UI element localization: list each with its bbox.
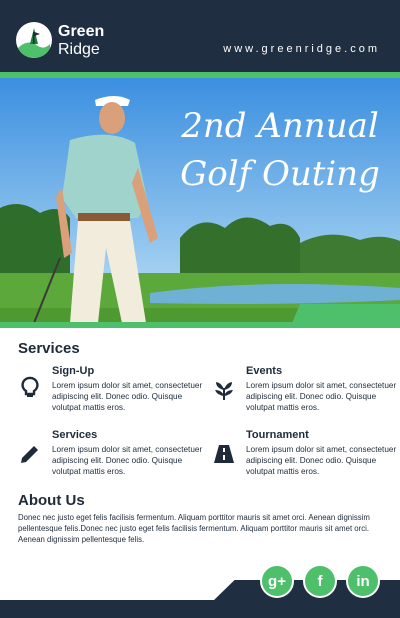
- linkedin-icon: in: [356, 572, 370, 590]
- brand-name-line2: Ridge: [58, 41, 100, 58]
- about-text: Donec nec justo eget felis facilisis fermentum. Aliquam porttitor mauris sit amet orci. Aenean dignissim pellentesque felis.Donec nec justo eget felis facilisis fermentum. Aliquam porttitor mauris sit amet orci. Aenean dignissim pellentesque felis.: [18, 513, 370, 544]
- service-item-services: [52, 429, 212, 477]
- linkedin-button[interactable]: [346, 564, 380, 598]
- leaf-icon: [212, 378, 236, 402]
- lightbulb-icon: [18, 376, 42, 400]
- service-desc: Lorem ipsum dolor sit amet, consectetuer adipiscing elit. Donec odio. Quisque volutpat mattis eros.: [246, 381, 397, 412]
- service-desc: Lorem ipsum dolor sit amet, consectetuer adipiscing elit. Donec odio. Quisque volutpat mattis eros.: [246, 445, 397, 476]
- brand-name: [58, 23, 104, 59]
- hero-title: [180, 102, 380, 198]
- about-heading: About Us: [18, 492, 85, 509]
- pencil-icon: [18, 442, 42, 466]
- hero-title-line1: 2nd Annual: [181, 106, 379, 146]
- brand-name-line1: Green: [58, 23, 105, 40]
- road-icon: [212, 442, 236, 466]
- google-plus-icon: g+: [268, 572, 286, 590]
- service-desc: Lorem ipsum dolor sit amet, consectetuer adipiscing elit. Donec odio. Quisque volutpat mattis eros.: [52, 381, 203, 412]
- facebook-button[interactable]: [303, 564, 337, 598]
- hero-title-line2: Golf Outing: [180, 154, 380, 194]
- footer-bar: [0, 600, 400, 618]
- hero-accent-bar: [0, 322, 400, 328]
- service-name: Events: [246, 365, 283, 377]
- hero-image: [0, 78, 400, 328]
- header-bar: [0, 0, 400, 72]
- service-name: Services: [52, 429, 98, 441]
- service-name: Tournament: [246, 429, 309, 441]
- services-heading: Services: [18, 340, 80, 357]
- service-desc: Lorem ipsum dolor sit amet, consectetuer adipiscing elit. Donec odio. Quisque volutpat mattis eros.: [52, 445, 203, 476]
- service-item-tournament: [246, 429, 400, 477]
- service-item-events: [246, 365, 400, 413]
- website-url[interactable]: www.greenridge.com: [223, 43, 380, 55]
- logo-icon: [16, 22, 52, 58]
- facebook-icon: f: [317, 572, 323, 590]
- google-plus-button[interactable]: [260, 564, 294, 598]
- service-name: Sign-Up: [52, 365, 95, 377]
- service-item-signup: [52, 365, 212, 413]
